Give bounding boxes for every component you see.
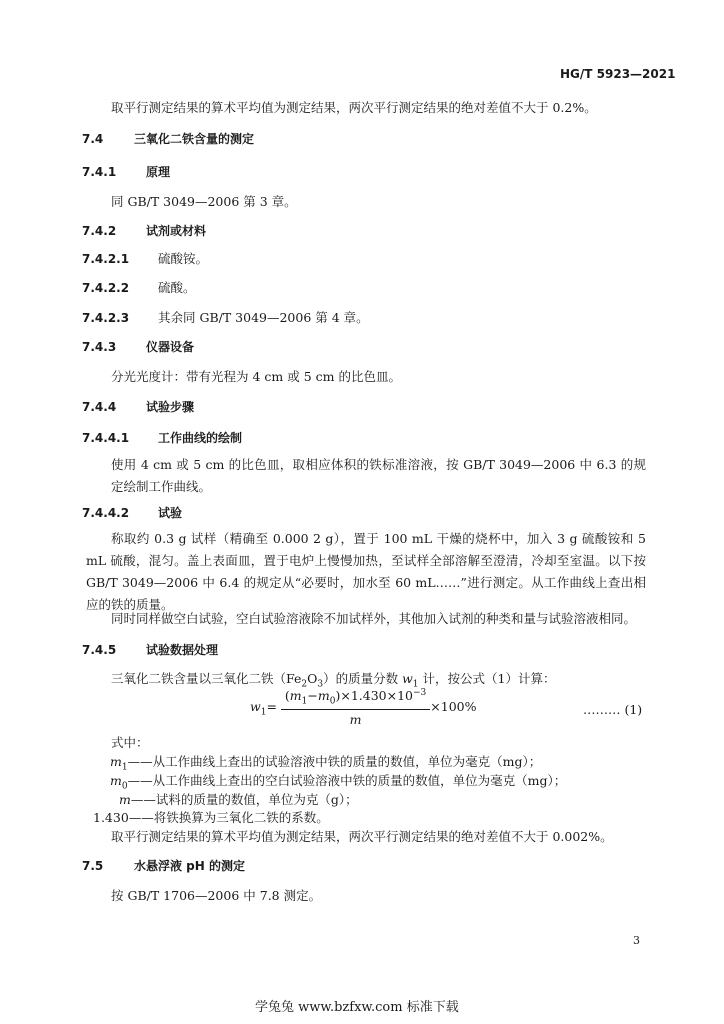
heading-number: 7.4.3: [82, 340, 117, 354]
footer-watermark: 学兔兔 www.bzfxw.com 标准下载: [255, 1000, 459, 1015]
heading-number: 7.4.4: [82, 400, 117, 414]
item-text: 硫酸。: [158, 280, 196, 295]
heading-number: 7.4.2: [82, 224, 117, 238]
paragraph-7-4-5-intro: 三氧化二铁含量以三氧化二铁$(Fe_2O_3)$的质量分数 $w_1$ 计，按公式（1）计算：: [111, 671, 556, 690]
heading-7-4-2: [82, 222, 206, 239]
heading-number: 7.4.5: [82, 643, 117, 657]
heading-7-4-3: [82, 338, 194, 355]
formula-denominator: m: [349, 711, 362, 727]
heading-7-4: [82, 130, 254, 147]
header-doc-code: HG/T 5923—2021: [560, 67, 676, 81]
formula-ref: ……… (1): [583, 702, 643, 717]
heading-7-4-4-2: [82, 504, 182, 521]
formula-numerator: $(m_1-m_0)\times 1.430\times 10^{-3}$: [281, 688, 430, 710]
heading-7-5: [82, 857, 245, 874]
item-7-4-2-1: [82, 249, 208, 267]
paragraph-7-4-5-end: 取平行测定结果的算术平均值为测定结果，两次平行测定结果的绝对差值不大于 0.002%。: [111, 829, 613, 844]
heading-7-4-4: [82, 398, 194, 415]
page-number: 3: [633, 934, 640, 947]
item-7-4-2-3: [82, 308, 369, 326]
heading-7-4-4-1: [82, 429, 242, 446]
heading-number: 7.4.1: [82, 165, 117, 179]
heading-title: 仪器设备: [146, 340, 195, 354]
formula-fraction: [281, 688, 430, 727]
heading-number: 7.4: [82, 132, 104, 146]
formula-lhs: $w_1$: [250, 698, 267, 718]
def-m1: $m_1——$从工作曲线上查出的试验溶液中铁的质量的数值，单位为毫克（mg）；: [110, 754, 542, 773]
item-number: 7.4.2.3: [82, 311, 130, 325]
item-text: 硫酸铵。: [158, 251, 209, 266]
paragraph-7-4-3: 分光光度计：带有光程为 4 cm 或 5 cm 的比色皿。: [111, 369, 401, 384]
heading-title: 试验: [158, 506, 183, 520]
item-number: 7.4.2.1: [82, 252, 130, 266]
heading-7-4-1: [82, 163, 170, 180]
paragraph-7-4-4-2-b: 同时同样做空白试验，空白试验溶液除不加试样外，其他加入试剂的种类和量与试验溶液相同。: [111, 611, 637, 626]
def-m0: $m_0——$从工作曲线上查出的空白试验溶液中铁的质量的数值，单位为毫克（mg）；: [110, 773, 567, 792]
where-label: 式中：: [111, 735, 149, 750]
item-text: 其余同 GB/T 3049—2006 第 4 章。: [158, 310, 369, 325]
heading-title: 水悬浮液 pH 的测定: [134, 859, 245, 873]
heading-title: 原理: [146, 165, 171, 179]
paragraph-top: 取平行测定结果的算术平均值为测定结果，两次平行测定结果的绝对差值不大于 0.2%。: [111, 100, 597, 115]
def-m: m——试料的质量的数值，单位为克（g）；: [119, 792, 358, 807]
heading-title: 工作曲线的绘制: [158, 431, 243, 445]
def-coefficient: 1.430——将铁换算为三氧化二铁的系数。: [93, 810, 329, 825]
heading-number: 7.5: [82, 859, 104, 873]
heading-title: 试验数据处理: [146, 643, 219, 657]
heading-number: 7.4.4.2: [82, 506, 130, 520]
formula-1: $w_1=$ $\frac{(m_1-m_0)\times 1.430\times 10^{-3}}{m}$ ×100%: [250, 688, 477, 727]
paragraph-7-5: 按 GB/T 1706—2006 中 7.8 测定。: [111, 888, 322, 903]
heading-title: 三氧化二铁含量的测定: [134, 132, 255, 146]
item-7-4-2-2: [82, 278, 196, 296]
heading-number: 7.4.4.1: [82, 431, 130, 445]
heading-7-4-5: [82, 641, 218, 658]
heading-title: 试剂或材料: [146, 224, 207, 238]
paragraph-7-4-4-1: 使用 4 cm 或 5 cm 的比色皿，取相应体积的铁标准溶液，按 GB/T 3049—2006 中 6.3 的规定绘制工作曲线。: [111, 457, 646, 494]
paragraph-7-4-1: 同 GB/T 3049—2006 第 3 章。: [111, 194, 297, 209]
item-number: 7.4.2.2: [82, 281, 130, 295]
heading-title: 试验步骤: [146, 400, 195, 414]
paragraph-7-4-4-2-a: 称取约 0.3 g 试样（精确至 0.000 2 g），置于 100 mL 干燥的烧杯中，加入 3 g 硫酸铵和 5 mL 硫酸，混匀。盖上表面皿，置于电炉上慢慢加热，至试样全部溶解至澄清，冷却至室温。以下按 GB/T 3049—2006 中 6.4 的规定从“必要时，加水至 60 mL……”进行测定。从工作曲线上查出相应的铁的质量。: [86, 531, 646, 612]
